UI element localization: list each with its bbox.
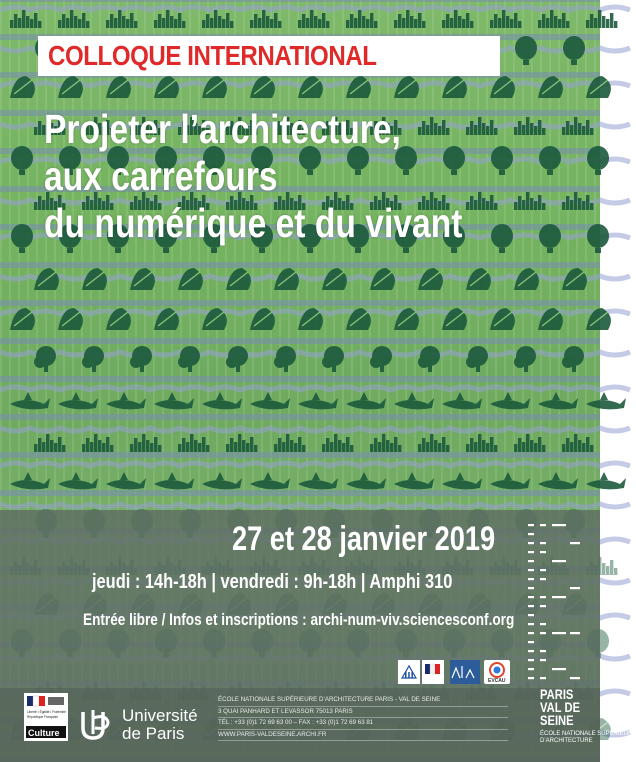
pvds-dash	[540, 524, 546, 526]
pvds-sub-2: D’ARCHITECTURE	[540, 738, 593, 744]
unesco-logo	[398, 660, 420, 684]
pvds-dash	[552, 560, 566, 562]
culture-logo-motto: Liberté • Égalité • Fraternité	[27, 710, 66, 714]
title-line-3: du numérique et du vivant	[44, 200, 463, 246]
pvds-dash	[528, 533, 534, 535]
pvds-dash	[540, 632, 546, 634]
pvds-line-1: PARIS	[540, 686, 574, 702]
pvds-dash	[528, 551, 534, 553]
motif-row	[10, 10, 617, 28]
pvds-dash	[528, 569, 534, 571]
pvds-sub-1: ÉCOLE NATIONALE SUPÉRIEURE	[540, 731, 636, 737]
pvds-dash	[540, 542, 546, 544]
pvds-dash	[528, 623, 534, 625]
pvds-dash	[540, 623, 546, 625]
culture-logo-republic: République Française	[27, 715, 59, 719]
pvds-dash	[528, 659, 534, 661]
partner-logos	[398, 660, 518, 686]
pvds-dash	[528, 542, 534, 544]
pvds-dash	[570, 587, 580, 589]
motif-row	[34, 434, 593, 452]
motif-row	[10, 472, 626, 489]
wave-band	[0, 428, 630, 431]
culture-ministry-logo	[24, 693, 68, 741]
pvds-dash	[528, 650, 534, 652]
motif-row	[34, 346, 584, 372]
pvds-subtitle	[540, 731, 636, 745]
pvds-dash	[528, 614, 534, 616]
pvds-dash	[528, 524, 534, 526]
chaire-logo	[450, 660, 480, 684]
pvds-dash	[540, 551, 546, 553]
pvds-dash	[528, 596, 534, 598]
wave-band	[0, 463, 630, 466]
pvds-dash	[540, 659, 546, 661]
up-line-1: Université	[122, 706, 198, 725]
event-date: 27 et 28 janvier 2019	[232, 520, 496, 558]
pvds-dash	[540, 605, 546, 607]
pvds-dash	[552, 596, 566, 598]
wave-band	[0, 7, 630, 10]
pvds-dash	[552, 632, 566, 634]
pvds-dash	[570, 542, 580, 544]
event-schedule: jeudi : 14h-18h | vendredi : 9h-18h | Amphi 310	[92, 571, 453, 593]
address-line-1: ÉCOLE NATIONALE SUPÉRIEURE D’ARCHITECTURE PARIS - VAL DE SEINE	[218, 695, 508, 707]
title-line-2: aux carrefours	[44, 153, 278, 199]
pvds-dash	[528, 605, 534, 607]
pvds-name	[540, 688, 580, 727]
evcau-logo	[484, 660, 510, 684]
colloque-banner	[38, 36, 500, 76]
event-title	[44, 106, 584, 247]
pvds-dash	[540, 677, 546, 679]
pvds-dash	[570, 677, 580, 679]
french-flag-logo	[422, 660, 444, 684]
banner-title: COLLOQUE INTERNATIONAL	[48, 40, 377, 71]
pvds-dash	[540, 650, 546, 652]
pvds-dash	[552, 524, 566, 526]
title-line-1: Projeter l’architecture,	[44, 106, 401, 152]
pvds-line-3: SEINE	[540, 712, 574, 728]
pvds-dash	[528, 668, 534, 670]
motif-row	[10, 392, 626, 409]
pvds-dash	[552, 668, 566, 670]
address-line-3: TÉL : +33 (0)1 72 69 63 00 – FAX : +33 (0)1 72 69 63 81	[218, 718, 508, 730]
motif-row	[10, 76, 611, 98]
pvds-line-2: VAL DE	[540, 699, 581, 715]
up-line-2: de Paris	[122, 724, 185, 743]
pvds-dash	[540, 596, 546, 598]
school-address	[218, 695, 508, 741]
evcau-label: EVCAU	[488, 678, 506, 684]
address-website[interactable]: WWW.PARIS-VALDESEINE.ARCHI.FR	[218, 730, 508, 742]
universite-paris-name	[122, 707, 198, 743]
wave-band	[0, 504, 630, 507]
pvds-dash	[540, 569, 546, 571]
pvds-dash	[528, 641, 534, 643]
pvds-dash	[528, 578, 534, 580]
wave-band	[0, 387, 630, 390]
address-line-2: 3 QUAI PANHARD ET LEVASSOR 75013 PARIS	[218, 707, 508, 719]
pvds-dash	[540, 578, 546, 580]
pvds-dash	[528, 632, 534, 634]
culture-logo-label: Culture	[28, 728, 60, 738]
pvds-dash	[570, 632, 580, 634]
universite-paris-icon	[78, 708, 112, 742]
pvds-dash	[528, 560, 534, 562]
pvds-dash	[528, 677, 534, 679]
registration-info[interactable]: Entrée libre / Infos et inscriptions : archi-num-viv.sciencesconf.org	[83, 610, 515, 629]
pvds-dash	[528, 587, 534, 589]
